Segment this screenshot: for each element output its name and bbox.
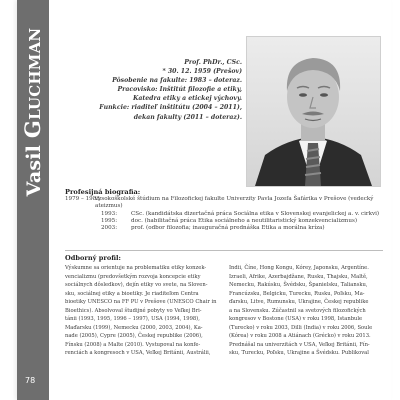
profile-column-right <box>229 264 385 358</box>
bio-year: 1995: <box>101 217 118 224</box>
section-divider <box>65 250 383 251</box>
profile-title: Odborný profil: <box>65 254 121 262</box>
person-name <box>18 17 48 207</box>
profile-line: Nemecku, Rakúsku, Švédsku, Španielsku, Taliansku, <box>229 282 368 289</box>
profile-line: a na Slovensku. Zúčastnil sa svetových filozofických <box>229 307 366 314</box>
profile-line: renciách a kongresoch v USA, Veľkej Británii, Austrálii, <box>65 350 211 357</box>
profile-line: Maďarsku (1999), Nemecku (2000, 2003, 2004), Ka- <box>65 324 203 331</box>
profile-line: Prednášal na univerzitách v USA, Veľkej Británii, Fín- <box>229 341 370 348</box>
portrait-photo-icon <box>247 37 380 186</box>
profile-line: Indii, Číne, Hong Kongu, Kórey, Japonsku, Argentíne. <box>229 265 369 271</box>
profile-line: Bioethics). Absolvoval študijné pobyty vo Veľkej Bri- <box>65 307 202 314</box>
bio-row <box>65 211 385 218</box>
workplace: Pracovisko: Inštitút filozofie a etiky, <box>117 86 242 94</box>
profile-line: vencializmu (predovšetkým rozvoja koncepcie etiky <box>65 273 201 280</box>
career-summary <box>49 58 242 122</box>
profile-line: kongresov v Bostone (USA) v roku 1998, Istanbule <box>229 316 363 323</box>
profile-column-left <box>65 264 221 358</box>
bio-row <box>65 196 385 211</box>
book-page <box>17 0 391 400</box>
profile-line: nade (2005), Cypre (2005), Českej republike (2006), <box>65 333 203 340</box>
portrait-photo <box>246 36 381 187</box>
bio-year: 1979 – 1983: <box>65 196 102 202</box>
bio-year: 2003: <box>101 225 118 232</box>
functions: Funkcie: riaditeľ inštitútu (2004 – 2011), <box>99 104 242 112</box>
profile-line: (Turecko) v roku 2003, Dilli (India) v roku 2006, Soule <box>229 324 373 331</box>
birth-date: * 30. 12. 1959 (Prešov) <box>162 68 242 76</box>
bio-text: CSc. (kandidátska dizertačná práca Sociálna etika v Slovenskej evanjelickej a. v. cirkvi) <box>131 210 380 217</box>
page-number: 78 <box>25 376 36 385</box>
dean-function: dekan fakulty (2011 – doteraz). <box>133 113 242 121</box>
profile-line: sku, Turecku, Poľsku, Ukrajine a Švédsku. Publikoval <box>229 350 369 357</box>
bio-title: Profesijná biografia: <box>65 188 141 196</box>
bio-row <box>65 225 385 232</box>
bio-text: prof. (odbor filozofia; inauguračná prednáška Etika a morálna kríza) <box>131 225 325 232</box>
profile-text <box>65 264 385 358</box>
profile-line: bioetiky UNESCO na FF PU v Prešove (UNESCO Chair in <box>65 299 217 306</box>
bio-text: doc. (habilitačná práca Etika sociálneho a neutilitaristický konzekvencializmus) <box>131 217 358 224</box>
profile-line: sku, sociálnej etiky a bioetiky. Je riaditeľom Centra <box>65 290 199 297</box>
name-sidebar <box>17 0 49 400</box>
profile-line: tánii (1993, 1995, 1996 – 1997), USA (1994, 1998), <box>65 316 200 323</box>
given-name: Vasil <box>23 144 45 197</box>
profile-line: Výskumne sa orientuje na problematiku etiky konzek- <box>65 265 207 271</box>
family-name: Gluchman <box>20 27 45 139</box>
bio-year: 1993: <box>101 210 118 217</box>
profile-line: Izraeli, Afrike, Azerbajdžane, Rusku, Thajsku, Maltě, <box>229 273 368 280</box>
profile-line: (Kórea) v roku 2008 a Atiánach (Grécko) v roku 2013. <box>229 333 371 340</box>
profile-line: Francúzsku, Belgicku, Turecku, Rusku, Poľsku, Ma- <box>229 290 365 297</box>
bio-text: vysokoškolské štúdium na Filozofickej fakulte Univerzity Pavla Jozefa Šafárika v Prešove (vedecký ateizmus) <box>95 196 374 210</box>
profile-line: ďarsku, Litve, Rumunsku, Ukrajine, Českej republike <box>229 299 369 306</box>
profile-line: Fínsku (2008) a Malte (2010). Vystupoval na konfe- <box>65 341 201 348</box>
faculty-tenure: Pôsobenie na fakulte: 1983 – doteraz. <box>112 77 242 85</box>
department: Katedra etiky a etickej výchovy. <box>132 95 242 103</box>
academic-titles: Prof. PhDr., CSc. <box>184 59 242 66</box>
profile-line: sociálnych dôsledkov), dejín etiky vo svete, na Sloven- <box>65 282 208 289</box>
bio-list <box>65 196 385 232</box>
